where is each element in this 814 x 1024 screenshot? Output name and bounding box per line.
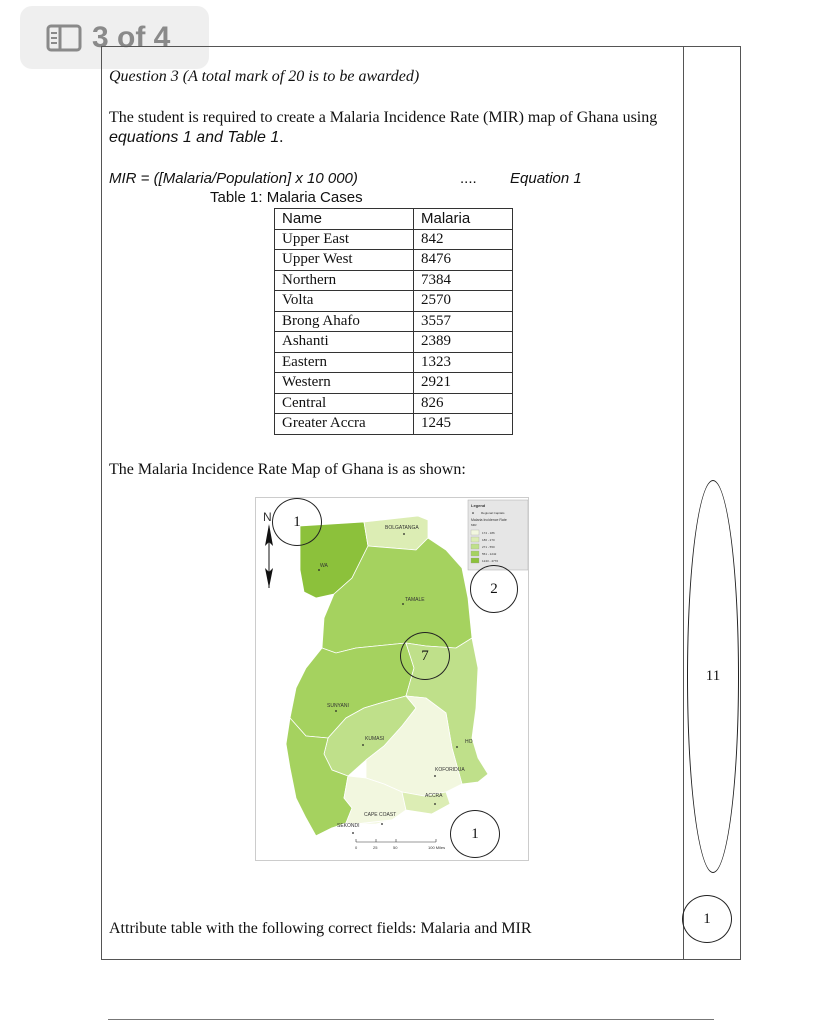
- legend-swatch: [471, 551, 479, 556]
- north-label: N: [263, 510, 272, 524]
- malaria-cases: 2921: [414, 373, 513, 394]
- table-row: [275, 414, 513, 435]
- legend-class-label: 1243 - 4776: [482, 559, 499, 563]
- legend-swatch: [471, 530, 479, 535]
- legend-title: Legend: [471, 503, 486, 508]
- region-name: Upper East: [275, 229, 414, 250]
- mark-north-arrow: 1: [272, 498, 322, 546]
- table-row: [275, 393, 513, 414]
- malaria-cases: 1245: [414, 414, 513, 435]
- malaria-cases: 842: [414, 229, 513, 250]
- mark-total: 11: [687, 480, 739, 873]
- bottom-rule: [108, 1019, 714, 1020]
- scale-tick: 0: [355, 845, 358, 850]
- city-label: CAPE COAST: [364, 812, 397, 818]
- region-name: Central: [275, 393, 414, 414]
- table-caption: Table 1: Malaria Cases: [210, 189, 363, 206]
- city-label: KOFORIDUA: [435, 767, 465, 773]
- region-name: Ashanti: [275, 332, 414, 353]
- map-intro-text: The Malaria Incidence Rate Map of Ghana is as shown:: [109, 461, 466, 478]
- legend-swatch: [471, 544, 479, 549]
- malaria-cases: 8476: [414, 250, 513, 271]
- region-name: Eastern: [275, 352, 414, 373]
- legend-heading: Malaria Incidence Rate: [471, 518, 507, 522]
- north-arrow-icon: [265, 524, 273, 588]
- table-row: [275, 352, 513, 373]
- table-row: [275, 291, 513, 312]
- malaria-cases: 1323: [414, 352, 513, 373]
- equation-label: Equation 1: [510, 170, 582, 187]
- malaria-cases-table: [274, 208, 513, 435]
- equation-formula: MIR = ([Malaria/Population] x 10 000): [109, 170, 358, 187]
- table-row: [275, 373, 513, 394]
- table-row: [275, 229, 513, 250]
- question-title: Question 3 (A total mark of 20 is to be awarded): [109, 68, 420, 85]
- equation-dots: ....: [460, 170, 477, 187]
- ghana-mir-map: [255, 497, 529, 861]
- reader-view-icon: [46, 24, 82, 52]
- city-label: HO: [465, 739, 473, 745]
- region-name: Greater Accra: [275, 414, 414, 435]
- map-graphic: [256, 498, 528, 860]
- attribute-table-criterion: Attribute table with the following correct fields: Malaria and MIR: [109, 920, 532, 937]
- malaria-cases: 2570: [414, 291, 513, 312]
- legend-class-label: 174 - 186: [482, 531, 495, 535]
- scale-tick: 50: [393, 845, 398, 850]
- legend-swatch: [471, 537, 479, 542]
- map-legend: [468, 500, 528, 570]
- intro-text-start: The student is required to create a Malaria Incidence Rate (MIR) map of Ghana using: [109, 109, 658, 126]
- region-name: Western: [275, 373, 414, 394]
- legend-class-label: 551 - 1242: [482, 552, 497, 556]
- intro-emphasis: equations 1 and Table 1: [109, 129, 280, 146]
- malaria-cases: 2389: [414, 332, 513, 353]
- legend-class-label: 271 - 550: [482, 545, 495, 549]
- page-indicator-label: 3 of 4: [92, 20, 171, 54]
- table-row: [275, 332, 513, 353]
- region-name: Volta: [275, 291, 414, 312]
- city-label: SUNYANI: [327, 703, 349, 709]
- mark-classes: 7: [400, 632, 450, 680]
- city-label: SEKONDI: [337, 823, 360, 829]
- legend-swatches: [471, 530, 498, 563]
- legend-swatch: [471, 558, 479, 563]
- region-name: Brong Ahafo: [275, 311, 414, 332]
- city-label: TAMALE: [405, 597, 425, 603]
- mark-scale-bar: 1: [450, 810, 500, 858]
- header-name: Name: [275, 209, 414, 230]
- city-label: ACCRA: [425, 793, 443, 799]
- table-row: [275, 250, 513, 271]
- table-header-row: [275, 209, 513, 230]
- intro-text-end: .: [279, 129, 284, 146]
- mark-legend: 2: [470, 565, 518, 613]
- city-label: KUMASI: [365, 736, 385, 742]
- malaria-cases: 3557: [414, 311, 513, 332]
- marks-column-divider: [683, 46, 684, 960]
- scale-bar: [355, 839, 445, 850]
- legend-capitals: Regional Capitals: [481, 511, 505, 515]
- mark-attribute-table: 1: [682, 895, 732, 943]
- city-label: BOLGATANGA: [385, 525, 419, 531]
- region-name: Northern: [275, 270, 414, 291]
- table-row: [275, 270, 513, 291]
- malaria-cases: 7384: [414, 270, 513, 291]
- legend-class-label: 186 - 270: [482, 538, 495, 542]
- city-label: WA: [320, 563, 328, 569]
- intro-paragraph: [109, 108, 679, 148]
- header-malaria: Malaria: [414, 209, 513, 230]
- scale-tick: 25: [373, 845, 378, 850]
- legend-sub: MIR: [471, 523, 477, 527]
- region-upper-east: [364, 516, 428, 550]
- scale-tick: 100 Miles: [428, 845, 446, 850]
- region-name: Upper West: [275, 250, 414, 271]
- malaria-cases: 826: [414, 393, 513, 414]
- table-row: [275, 311, 513, 332]
